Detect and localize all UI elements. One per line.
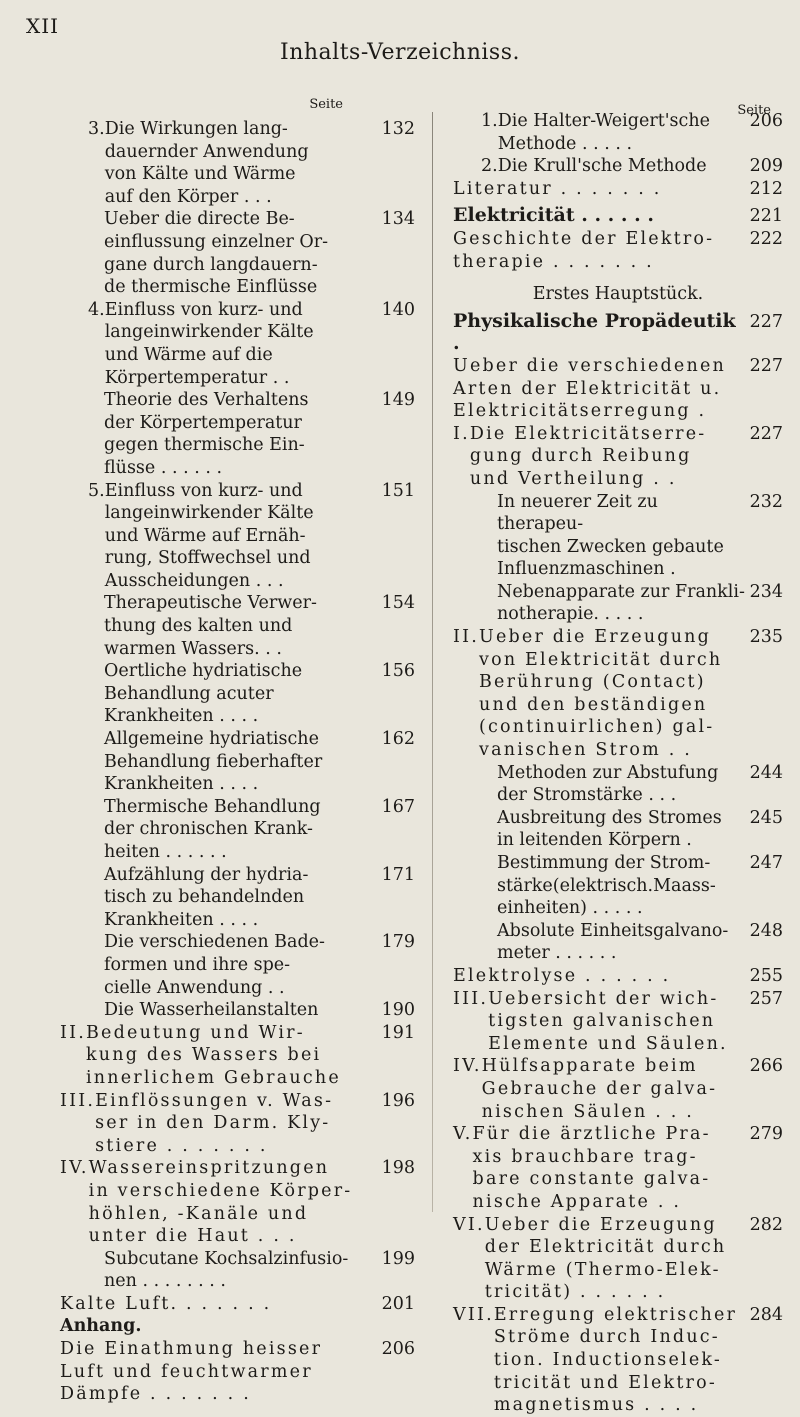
running-title: Inhalts-Verzeichniss.	[280, 40, 520, 65]
toc-entry-title: Uebersicht der wich- tigsten galvanischen Elemente und Säulen.	[488, 988, 728, 1054]
toc-entry-title: Ueber die Erzeugung der Elektricität durch Wärme (Thermo-Elek- tricität) . . . . . .	[484, 1214, 727, 1303]
toc-entry-title: Allgemeine hydriatische Behandlung fieberhafter Krankheiten . . . .	[104, 729, 323, 795]
toc-entry-title: Thermische Behandlung der chronischen Krank- heiten . . . . . .	[104, 796, 321, 862]
toc-entry-page: 196	[381, 1090, 415, 1111]
seite-label: Seite	[309, 97, 343, 112]
toc-entry-number: IV.	[453, 1056, 482, 1077]
toc-entry-title: Einfluss von kurz- und langeinwirkender Kälte und Wärme auf Ernäh- rung, Stoffwechsel und Ausscheidungen . . .	[104, 480, 314, 591]
toc-entry	[453, 178, 783, 201]
page-number: XII	[26, 14, 60, 38]
toc-entry-page: 279	[749, 1124, 783, 1145]
toc-entry	[453, 491, 783, 581]
toc-entry-title: Die Elektricitätserre- gung durch Reibung und Vertheilung . .	[469, 423, 707, 489]
toc-entry-page: 227	[749, 311, 783, 332]
toc-entry-number: V.	[453, 1124, 473, 1145]
toc-entry	[453, 204, 783, 228]
toc-entry-page: 209	[749, 156, 783, 177]
toc-entry-page: 232	[749, 491, 783, 512]
toc-entry-page: 151	[381, 480, 415, 501]
toc-entry-number: II.	[453, 627, 479, 648]
toc-entry-title: Kalte Luft. . . . . . .	[60, 1293, 272, 1314]
toc-entry-page: 248	[749, 920, 783, 941]
toc-entry	[453, 1055, 783, 1123]
toc-entry-title: Die Krull'sche Methode	[497, 156, 707, 177]
toc-entry-page: 167	[381, 796, 415, 817]
toc-entry-title: Ueber die verschiedenen Arten der Elektricität u. Elektricitätserregung .	[453, 355, 726, 422]
toc-entry-title: Literatur . . . . . . .	[453, 178, 662, 199]
toc-entry	[453, 1123, 783, 1213]
toc-entry	[60, 728, 415, 796]
toc-entry-page: 255	[749, 965, 783, 986]
toc-entry-page: 132	[381, 119, 415, 139]
toc-entry-title: Ueber die directe Be- einflussung einzelner Or- gane durch langdauern- de thermische Einflüsse	[104, 209, 329, 298]
toc-entry	[60, 1293, 415, 1316]
toc-entry-number: VII.	[453, 1304, 494, 1325]
toc-entry	[453, 155, 783, 178]
toc-entry	[60, 1315, 415, 1338]
toc-entry-title: In neuerer Zeit zu therapeu- tischen Zwecken gebaute Influenzmaschinen .	[497, 491, 724, 580]
toc-entry	[60, 1022, 415, 1090]
toc-entry-number: II.	[60, 1022, 86, 1043]
toc-entry-title: Ueber die Erzeugung von Elektricität durch Berührung (Contact) und den beständigen (continuirlichen) gal- vanischen Strom . .	[479, 627, 723, 761]
toc-entry-title: Theorie des Verhaltens der Körpertemperatur gegen thermische Ein- flüsse . . . . . .	[104, 390, 309, 478]
toc-entry	[453, 965, 783, 988]
toc-entry-page: 199	[381, 1248, 415, 1269]
toc-entry-page: 154	[381, 593, 415, 614]
toc-entry	[60, 1157, 415, 1247]
right-column	[453, 103, 783, 1417]
toc-entry	[60, 480, 415, 593]
toc-entry	[453, 310, 783, 355]
toc-entry-number: 5.	[88, 480, 105, 501]
toc-entry-page: 190	[381, 1000, 415, 1021]
toc-entry-page: 198	[381, 1158, 415, 1179]
toc-entry-page: 191	[381, 1022, 415, 1043]
toc-entry	[60, 299, 415, 389]
toc-entry-number: III.	[60, 1090, 96, 1111]
toc-entry-title: Einflössungen v. Was- ser in den Darm. Kly- stiere . . . . . . .	[95, 1090, 334, 1156]
toc-entry-number: IV.	[60, 1158, 89, 1179]
toc-entry-page: 212	[749, 178, 783, 199]
toc-entry-number: 4.	[88, 299, 105, 320]
toc-entry-title: Die Einathmung heisser Luft und feuchtwarmer Dämpfe . . . . . . .	[60, 1339, 323, 1405]
toc-entry-title: Therapeutische Verwer- thung des kalten und warmen Wassers. . .	[104, 593, 317, 659]
toc-entry-page: 134	[381, 209, 415, 230]
toc-entry	[453, 852, 783, 920]
toc-entry-page: 266	[749, 1056, 783, 1077]
toc-entry-title: Wassereinspritzungen in verschiedene Körper- höhlen, -Kanäle und unter die Haut . . .	[88, 1158, 353, 1247]
toc-entry-page: 235	[749, 627, 783, 648]
toc-entry-title: Subcutane Kochsalzinfusio- nen . . . . . . . .	[104, 1248, 349, 1292]
toc-entry-page: 257	[749, 988, 783, 1009]
toc-entry	[60, 660, 415, 728]
toc-entry-number: 1.	[481, 111, 498, 131]
toc-entry-page: 282	[749, 1214, 783, 1235]
toc-entry-page: 245	[749, 807, 783, 828]
toc-entry-title: Aufzählung der hydria- tisch zu behandelnden Krankheiten . . . .	[104, 864, 309, 930]
toc-entry-title: Nebenapparate zur Frankli- notherapie. . . . .	[497, 581, 745, 625]
toc-entry	[453, 228, 783, 273]
column-divider	[432, 112, 433, 1212]
toc-entry-title: Für die ärztliche Pra- xis brauchbare trag- bare constante galva- nische Apparate . .	[472, 1124, 711, 1212]
toc-entry	[60, 931, 415, 999]
toc-entries-left	[60, 118, 415, 1406]
toc-entry	[453, 110, 783, 155]
toc-entry	[453, 920, 783, 965]
toc-entries-right	[453, 110, 783, 1417]
toc-entry-page: 284	[749, 1304, 783, 1325]
toc-entry	[453, 626, 783, 762]
toc-entry	[60, 796, 415, 864]
toc-entry-title: Elektricität . . . . . .	[453, 204, 654, 227]
toc-entry	[453, 1304, 783, 1417]
toc-entry	[60, 118, 415, 208]
toc-entry	[60, 592, 415, 660]
toc-entry-title: Ausbreitung des Stromes in leitenden Körpern .	[497, 807, 722, 851]
toc-entry-page: 162	[381, 729, 415, 750]
toc-entry-page: 206	[381, 1339, 415, 1360]
toc-entry-title: Physikalische Propädeutik .	[453, 309, 736, 355]
toc-entry	[453, 1214, 783, 1304]
toc-entry	[453, 355, 783, 423]
toc-entry-page: 221	[749, 206, 783, 227]
toc-entry-page: 227	[749, 355, 783, 376]
toc-entry-page: 244	[749, 762, 783, 783]
toc-entry-number: III.	[453, 988, 489, 1009]
toc-entry-title: Einfluss von kurz- und langeinwirkender Kälte und Wärme auf die Körpertemperatur . .	[104, 299, 314, 388]
toc-entry-page: 227	[749, 423, 783, 444]
toc-entry-page: 247	[749, 853, 783, 873]
toc-entry-page: 179	[381, 932, 415, 953]
toc-entry	[60, 1248, 415, 1293]
toc-entry-number: I.	[453, 423, 470, 444]
toc-entry-title: Bedeutung und Wir- kung des Wassers bei innerlichem Gebrauche	[86, 1022, 341, 1088]
toc-entry-number: 2.	[481, 156, 498, 177]
toc-entry-title: Hülfsapparate beim Gebrauche der galva- nischen Säulen . . .	[481, 1056, 718, 1122]
toc-entry-page: 201	[381, 1293, 415, 1314]
toc-entry	[60, 1090, 415, 1158]
toc-entry-title: Die Halter-Weigert'sche Methode . . . . .	[497, 111, 710, 154]
toc-entry	[453, 988, 783, 1056]
toc-entry-title: Bestimmung der Strom- stärke(elektrisch.Maass- einheiten) . . . . .	[497, 853, 716, 919]
toc-entry-title: Erregung elektrischer Ströme durch Induc- tion. Inductionselek- tricität und Elektro- magnetismus . . . .	[493, 1304, 738, 1416]
toc-entry-title: Die Wasserheilanstalten	[104, 1000, 319, 1021]
toc-entry-title: Geschichte der Elektro- therapie . . . . . . .	[453, 228, 715, 272]
toc-entry-title: Die Wirkungen lang- dauernder Anwendung von Kälte und Wärme auf den Körper . . .	[104, 119, 309, 207]
toc-entry-page: 234	[749, 581, 783, 602]
toc-entry-number: VI.	[453, 1214, 485, 1235]
toc-entry	[60, 208, 415, 298]
toc-entry	[60, 389, 415, 479]
toc-entry-page: 140	[381, 299, 415, 320]
toc-entry	[453, 581, 783, 626]
toc-entry-page: 171	[381, 864, 415, 885]
toc-entry-title: Elektrolyse . . . . . .	[453, 965, 671, 986]
toc-entry-title: Erstes Hauptstück.	[532, 284, 704, 305]
toc-entry-title: Die verschiedenen Bade- formen und ihre spe- cielle Anwendung . .	[104, 932, 325, 998]
toc-entry	[60, 999, 415, 1022]
toc-entry-page: 206	[749, 111, 783, 131]
toc-entry	[453, 807, 783, 852]
seite-label: Seite	[737, 103, 771, 118]
toc-entry	[453, 283, 783, 306]
toc-entry-number: 3.	[88, 119, 105, 139]
left-column	[60, 97, 415, 1406]
toc-entry	[453, 423, 783, 491]
toc-entry-page: 156	[381, 661, 415, 682]
toc-entry	[453, 762, 783, 807]
toc-entry-title: Methoden zur Abstufung der Stromstärke . . .	[497, 762, 719, 806]
toc-entry-page: 149	[381, 390, 415, 411]
toc-entry	[60, 864, 415, 932]
toc-entry-title: Anhang.	[60, 1316, 142, 1337]
toc-entry	[60, 1338, 415, 1406]
toc-entry-title: Oertliche hydriatische Behandlung acuter Krankheiten . . . .	[104, 661, 303, 727]
toc-entry-page: 222	[749, 228, 783, 249]
toc-entry-title: Absolute Einheitsgalvano- meter . . . . . .	[497, 920, 729, 964]
